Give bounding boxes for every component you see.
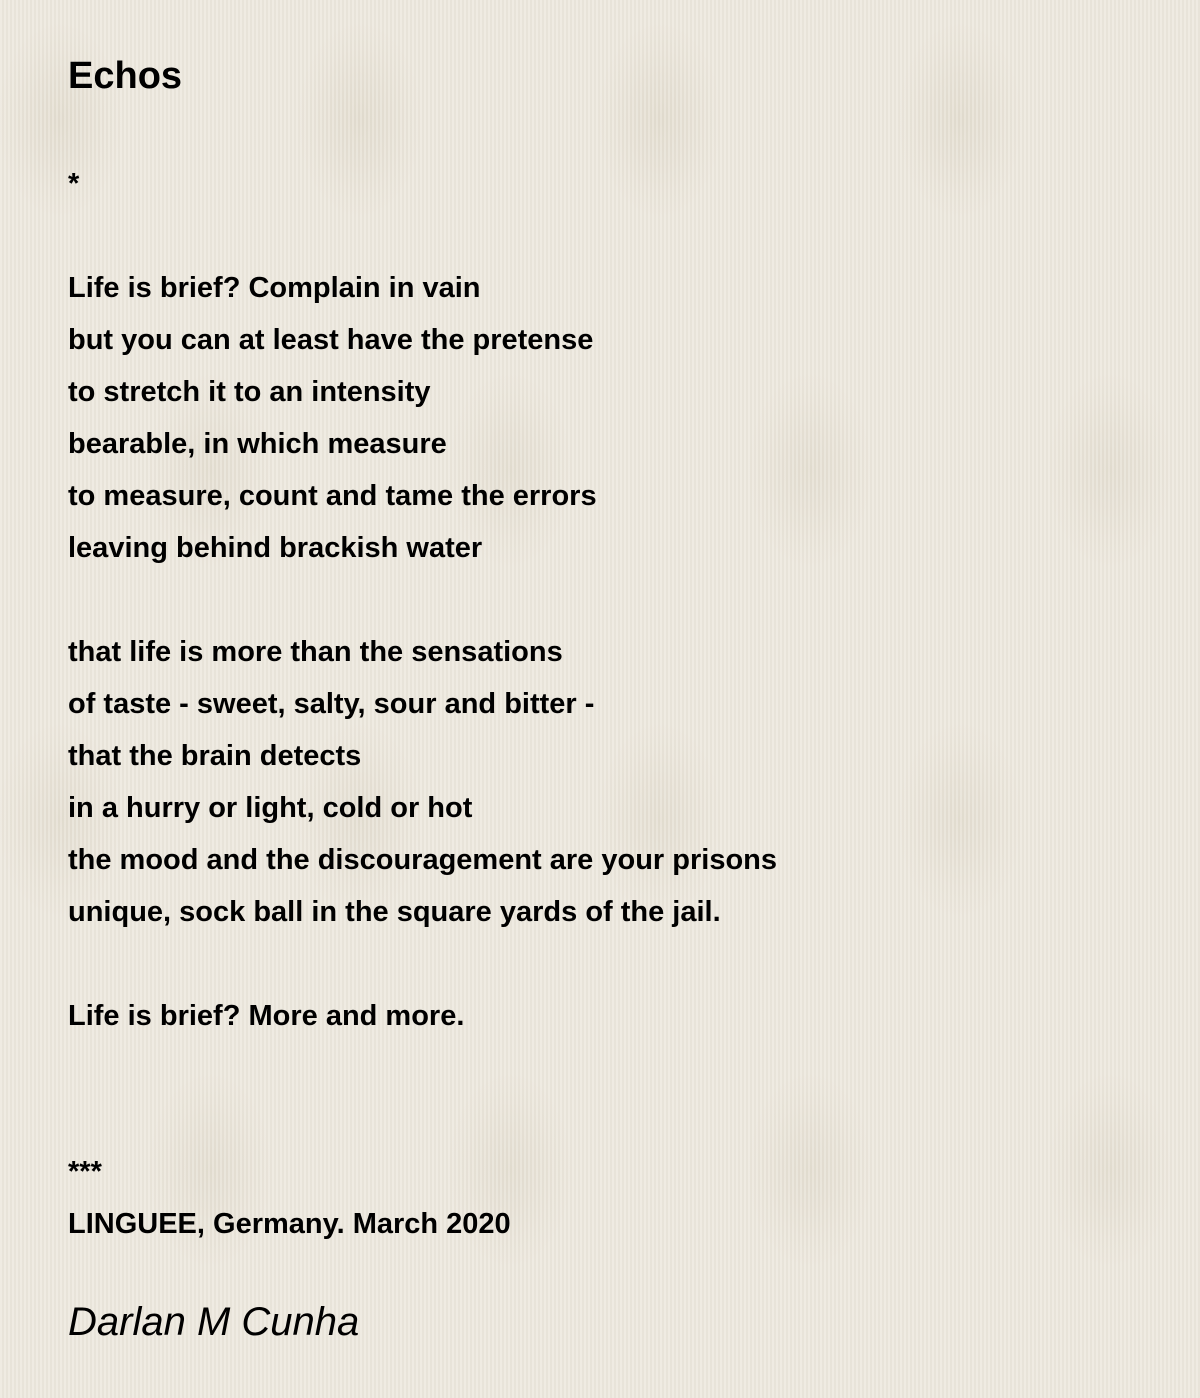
- poem-line: leaving behind brackish water: [68, 532, 483, 564]
- poem-line: but you can at least have the pretense: [68, 324, 594, 356]
- poem-author: Darlan M Cunha: [68, 1300, 360, 1344]
- poem-line: that the brain detects: [68, 740, 362, 772]
- poem-line: ***: [68, 1156, 102, 1188]
- poem-line: *: [68, 168, 80, 200]
- poem-line: [68, 1042, 1128, 1094]
- poem-line: of taste - sweet, salty, sour and bitter -: [68, 688, 595, 720]
- poem-line: unique, sock ball in the square yards of the jail.: [68, 896, 721, 928]
- poem-body: [68, 158, 1128, 1250]
- poem-line: Life is brief? More and more.: [68, 1000, 465, 1032]
- poem-line: Life is brief? Complain in vain: [68, 272, 481, 304]
- poem-line: the mood and the discouragement are your prisons: [68, 844, 778, 876]
- poem-line: bearable, in which measure: [68, 428, 447, 460]
- poem-line: [68, 574, 1128, 626]
- poem-line: to measure, count and tame the errors: [68, 480, 597, 512]
- poem-line: LINGUEE, Germany. March 2020: [68, 1208, 511, 1240]
- poem-line: [68, 1094, 1128, 1146]
- poem-line: [68, 210, 1128, 262]
- poem-container: [68, 52, 1128, 1250]
- poem-line: to stretch it to an intensity: [68, 376, 431, 408]
- poem-title: Echos: [68, 55, 183, 97]
- poem-line: in a hurry or light, cold or hot: [68, 792, 473, 824]
- poem-line: [68, 938, 1128, 990]
- poem-line: that life is more than the sensations: [68, 636, 563, 668]
